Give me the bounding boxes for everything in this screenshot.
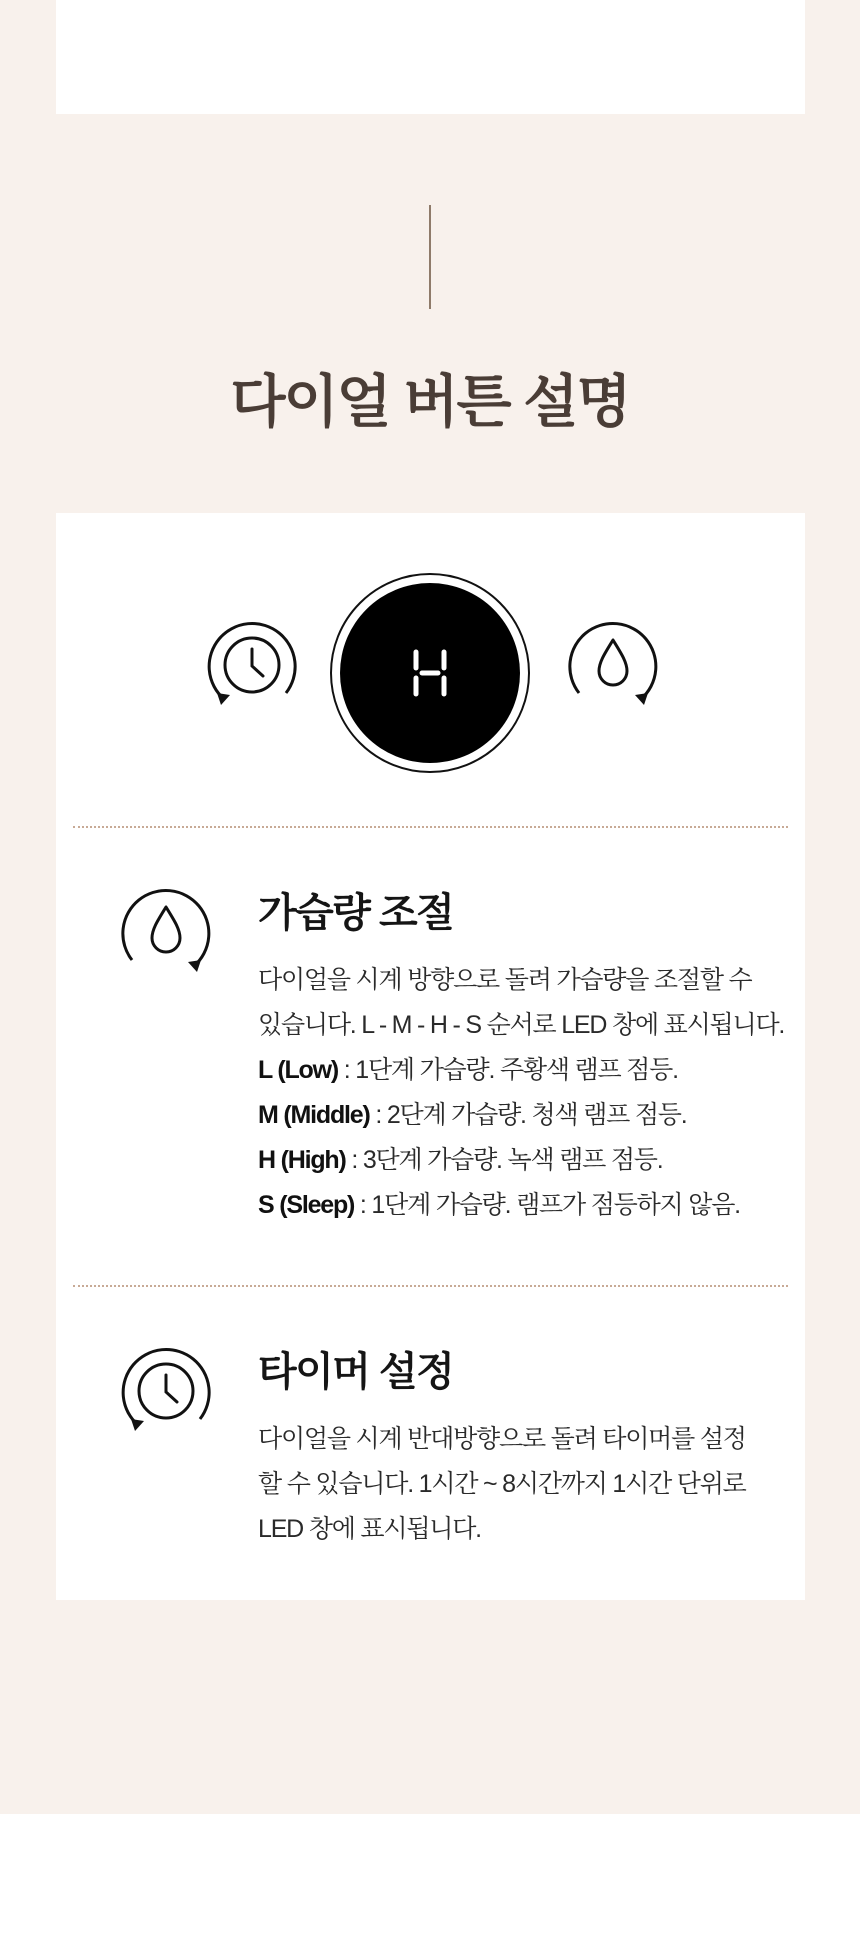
timer-title: 타이머 설정 — [258, 1350, 454, 1394]
timer-line: LED 창에 표시됩니다. — [258, 1515, 481, 1543]
previous-section-card — [56, 0, 805, 114]
water-drop-rotate-clockwise-icon — [114, 880, 218, 984]
humidity-title: 가습량 조절 — [258, 891, 454, 935]
mode-sleep — [258, 1183, 798, 1228]
humidity-intro-line: 있습니다. L - M - H - S 순서로 LED 창에 표시됩니다. — [258, 1011, 785, 1039]
timer-line: 할 수 있습니다. 1시간 ~ 8시간까지 1시간 단위로 — [258, 1470, 746, 1498]
humidity-intro-line: 다이얼을 시계 방향으로 돌려 가습량을 조절할 수 — [258, 966, 752, 994]
mode-desc: : 1단계 가습량. 램프가 점등하지 않음. — [354, 1191, 740, 1219]
humidity-description — [258, 958, 798, 1228]
led-h-glyph — [410, 646, 450, 700]
clock-rotate-counterclockwise-icon — [114, 1339, 218, 1443]
section-title: 다이얼 버튼 설명 — [230, 370, 630, 434]
mode-desc: : 1단계 가습량. 주황색 램프 점등. — [338, 1056, 678, 1084]
mode-low — [258, 1048, 798, 1093]
timer-line: 다이얼을 시계 반대방향으로 돌려 타이머를 설정 — [258, 1425, 746, 1453]
timer-description — [258, 1417, 798, 1552]
dotted-divider — [73, 826, 788, 828]
clock-rotate-counterclockwise-icon — [200, 613, 304, 717]
mode-label: H (High) — [258, 1146, 346, 1174]
dial-button — [330, 573, 530, 773]
mode-high — [258, 1138, 798, 1183]
dial-description-card — [56, 513, 805, 1600]
dotted-divider — [73, 1285, 788, 1287]
dial-illustration — [56, 573, 805, 773]
mode-label: L (Low) — [258, 1056, 339, 1084]
mode-label: S (Sleep) — [258, 1191, 355, 1219]
section-divider — [429, 205, 431, 309]
water-drop-rotate-clockwise-icon — [561, 613, 665, 717]
mode-label: M (Middle) — [258, 1101, 370, 1129]
mode-middle — [258, 1093, 798, 1138]
mode-desc: : 2단계 가습량. 청색 램프 점등. — [369, 1101, 687, 1129]
led-display — [340, 583, 520, 763]
mode-desc: : 3단계 가습량. 녹색 램프 점등. — [345, 1146, 663, 1174]
